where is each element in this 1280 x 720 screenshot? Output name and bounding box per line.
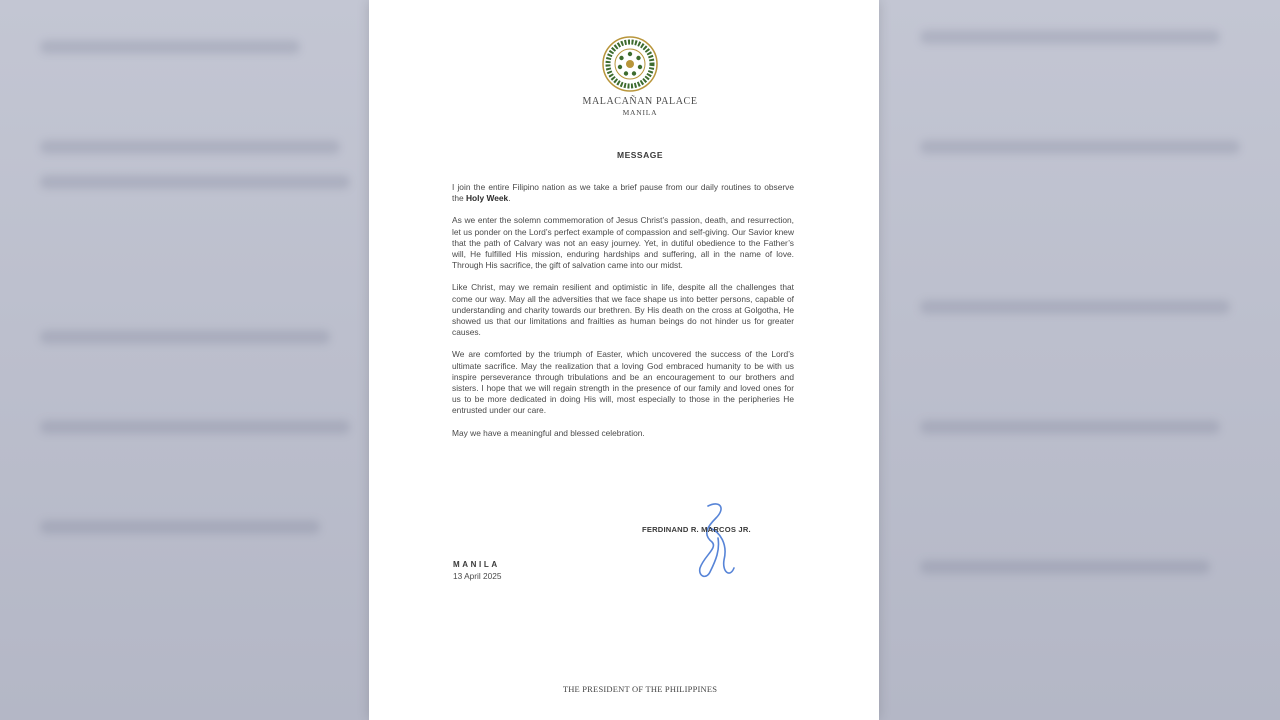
paragraph-4: We are comforted by the triumph of Easter, which uncovered the success of the Lord’s ultimate sacrifice. May the realization that a loving God embraced humanity to be with us inspire perseverance through tribulations and be an encouragement to our brothers and sisters. I hope that we will regain strength in the presence of our family and loved ones for us to be more dedicated in doing His will, most especially to those in the peripheries He entrusted under our care.: [452, 349, 794, 416]
holy-week-emphasis: Holy Week: [465, 193, 509, 204]
dateline-place: MANILA: [453, 560, 500, 569]
letter-footer: THE PRESIDENT OF THE PHILIPPINES: [562, 684, 718, 694]
palace-name: MALACAÑAN PALACE: [582, 96, 698, 107]
signatory-name: FERDINAND R. MARCOS JR.: [642, 525, 751, 534]
paragraph-1-text: I join the entire Filipino nation as we take a brief pause from our daily routines to observe the: [452, 182, 794, 204]
message-body: [452, 182, 794, 450]
blur-line: [40, 330, 330, 344]
palace-city: MANILA: [622, 108, 658, 117]
blur-line: [40, 175, 350, 189]
paragraph-1-end: .: [508, 193, 511, 204]
blur-line: [920, 300, 1230, 314]
paragraph-1: [452, 182, 794, 204]
handwritten-signature: [690, 498, 740, 588]
blur-line: [40, 420, 350, 434]
paragraph-3: Like Christ, may we remain resilient and optimistic in life, despite all the challenges that come our way. May all the adversities that we face shape us into better persons, capable of understanding and charity towards our brethren. By His death on the cross at Golgotha, He showed us that our limitations and frailties as human beings do not hinder us for greater causes.: [452, 282, 794, 338]
blur-line: [40, 40, 300, 54]
dateline-date: 13 April 2025: [453, 571, 502, 581]
presidential-seal-icon: [602, 36, 658, 92]
paragraph-2: As we enter the solemn commemoration of Jesus Christ’s passion, death, and resurrection, let us ponder on the Lord’s perfect example of compassion and self-giving. Our Savior knew that the path of Calvary was not an easy journey. Yet, in dutiful obedience to the Father’s will, He fulfilled His mission, enduring hardships and suffering, all in the name of love. Through His sacrifice, the gift of salvation came into our midst.: [452, 215, 794, 271]
blur-line: [40, 520, 320, 534]
paragraph-5: May we have a meaningful and blessed celebration.: [452, 427, 645, 438]
message-title: MESSAGE: [616, 150, 663, 160]
blur-line: [920, 30, 1220, 44]
blur-line: [920, 560, 1210, 574]
blur-line: [920, 420, 1220, 434]
